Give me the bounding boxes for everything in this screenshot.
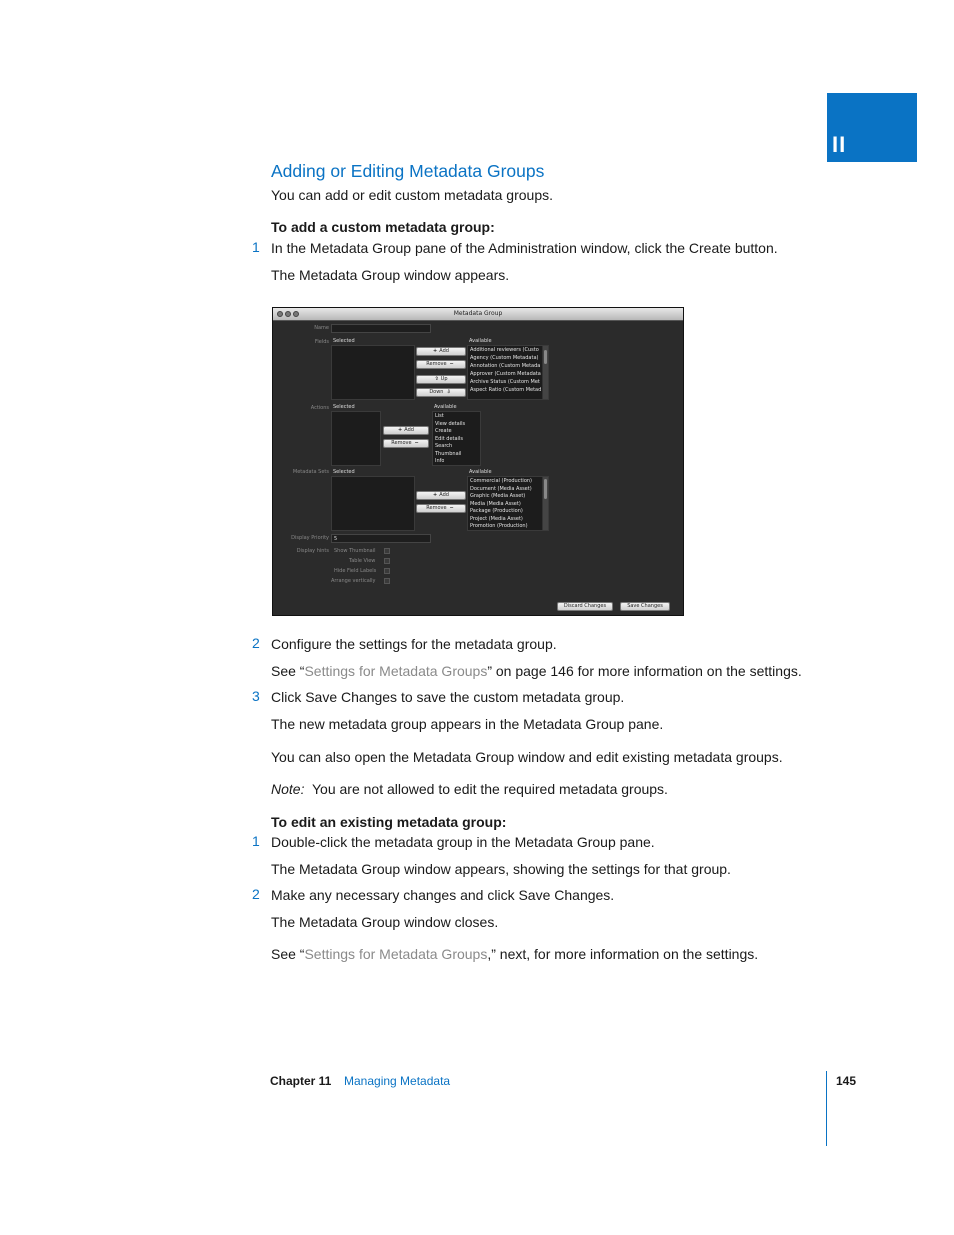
actions-add-button[interactable]: + Add <box>383 426 429 435</box>
discard-changes-button[interactable]: Discard Changes <box>557 602 613 611</box>
step-number: 2 <box>252 635 260 651</box>
add-step-2-see: See “Settings for Metadata Groups” on page 146 for more information on the settings. <box>271 663 802 679</box>
sets-remove-button[interactable]: Remove − <box>416 504 466 513</box>
list-item[interactable]: Package (Production) <box>470 508 523 514</box>
note-label: Note: <box>271 781 305 797</box>
actions-selected-list[interactable] <box>331 411 381 466</box>
sets-add-button[interactable]: + Add <box>416 491 466 500</box>
actions-available-label: Available <box>434 404 457 410</box>
list-item[interactable]: Graphic (Media Asset) <box>470 493 526 499</box>
metadata-group-window-screenshot <box>272 307 684 616</box>
edit-step-2-result: The Metadata Group window closes. <box>271 914 499 930</box>
add-step-3: Click Save Changes to save the custom metadata group. <box>271 689 625 705</box>
part-tab-label: II <box>832 132 847 157</box>
list-item[interactable]: Annotation (Custom Metada <box>470 363 541 369</box>
edit-step-1-result: The Metadata Group window appears, showing the settings for that group. <box>271 861 731 877</box>
show-thumbnail-checkbox[interactable] <box>384 548 390 554</box>
add-step-1-result: The Metadata Group window appears. <box>271 267 510 283</box>
section-heading: Adding or Editing Metadata Groups <box>271 161 545 181</box>
fields-down-button[interactable]: Down ⇩ <box>416 388 466 397</box>
part-tab <box>827 93 917 162</box>
add-step-2: Configure the settings for the metadata group. <box>271 636 557 652</box>
fields-available-label: Available <box>469 338 492 344</box>
list-item[interactable]: Project (Media Asset) <box>470 515 523 522</box>
note <box>271 780 668 798</box>
list-item[interactable]: Info <box>435 458 445 464</box>
edit-task-heading: To edit an existing metadata group: <box>271 814 507 830</box>
intro-text: You can add or edit custom metadata groups. <box>271 187 553 203</box>
fields-remove-button[interactable]: Remove − <box>416 360 466 369</box>
list-item[interactable]: Document (Media Asset) <box>470 485 532 492</box>
display-priority-input[interactable]: 5 <box>331 534 431 543</box>
fields-up-button[interactable]: ⇧ Up <box>416 375 466 384</box>
add-step-1: In the Metadata Group pane of the Administration window, click the Create button. <box>271 240 778 256</box>
display-priority-label: Display Priority <box>291 535 329 541</box>
list-item[interactable]: Create <box>435 428 452 434</box>
name-label: Name <box>314 325 329 331</box>
fields-add-button[interactable]: + Add <box>416 347 466 356</box>
step-number: 1 <box>252 239 260 255</box>
metadata-sets-label: Metadata Sets <box>292 469 329 475</box>
table-view-checkbox[interactable] <box>384 558 390 564</box>
hint-show-thumbnail-label: Show Thumbnail <box>334 548 376 554</box>
hide-field-labels-checkbox[interactable] <box>384 568 390 574</box>
note-text: You are not allowed to edit the required metadata groups. <box>312 781 668 797</box>
page-number: 145 <box>836 1074 857 1088</box>
footer-divider <box>826 1071 827 1146</box>
list-item[interactable]: Search <box>435 443 453 449</box>
step-number: 2 <box>252 886 260 902</box>
hint-table-view-label: Table View <box>349 558 376 564</box>
window-title: Metadata Group <box>453 310 503 317</box>
list-item[interactable]: Archive Status (Custom Met <box>470 379 540 385</box>
sets-selected-label: Selected <box>333 469 355 475</box>
footer-title: Managing Metadata <box>344 1074 451 1088</box>
also-text: You can also open the Metadata Group window and edit existing metadata groups. <box>271 749 783 765</box>
edit-step-1: Double-click the metadata group in the Metadata Group pane. <box>271 834 655 850</box>
settings-link[interactable]: Settings for Metadata Groups <box>304 946 488 962</box>
save-changes-button[interactable]: Save Changes <box>620 602 670 611</box>
actions-selected-label: Selected <box>333 404 355 410</box>
actions-label: Actions <box>310 405 329 411</box>
name-input[interactable] <box>331 324 431 333</box>
sets-selected-list[interactable] <box>331 476 415 531</box>
list-item[interactable]: View details <box>435 420 466 427</box>
list-item[interactable]: Approver (Custom Metadata <box>470 371 541 377</box>
window-titlebar <box>273 308 683 321</box>
fields-selected-label: Selected <box>333 338 355 344</box>
list-item[interactable]: Thumbnail <box>435 450 462 457</box>
sets-scrollbar[interactable] <box>542 477 548 530</box>
edit-step-2: Make any necessary changes and click Save Changes. <box>271 887 615 903</box>
actions-available-list[interactable] <box>432 411 481 466</box>
step-number: 3 <box>252 688 260 704</box>
list-item[interactable]: Media (Media Asset) <box>470 500 521 507</box>
arrange-vertically-checkbox[interactable] <box>384 578 390 584</box>
fields-available-list[interactable] <box>467 345 549 400</box>
list-item[interactable]: Additional reviewers (Custo <box>470 347 539 353</box>
sets-available-list[interactable] <box>467 476 549 531</box>
footer-chapter: Chapter 11 <box>270 1074 332 1088</box>
add-task-heading: To add a custom metadata group: <box>271 219 495 235</box>
hint-arrange-vertically-label: Arrange vertically <box>331 578 376 584</box>
actions-remove-button[interactable]: Remove − <box>383 439 429 448</box>
list-item[interactable]: Agency (Custom Metadata) <box>470 355 539 361</box>
list-item[interactable]: Edit details <box>435 435 463 442</box>
list-item[interactable]: List <box>435 413 444 419</box>
hint-hide-field-labels-label: Hide Field Labels <box>334 568 377 574</box>
fields-label: Fields <box>314 339 329 345</box>
step-number: 1 <box>252 833 260 849</box>
add-step-3-result: The new metadata group appears in the Metadata Group pane. <box>271 716 664 732</box>
list-item[interactable]: Promotion (Production) <box>470 523 528 529</box>
display-hints-label: Display hints <box>296 548 329 554</box>
edit-see: See “Settings for Metadata Groups,” next, for more information on the settings. <box>271 946 759 962</box>
settings-link[interactable]: Settings for Metadata Groups <box>304 663 488 679</box>
list-item[interactable]: Commercial (Production) <box>470 478 532 484</box>
fields-scrollbar[interactable] <box>542 346 548 399</box>
fields-selected-list[interactable] <box>331 345 415 400</box>
sets-available-label: Available <box>469 469 492 475</box>
list-item[interactable]: Aspect Ratio (Custom Metad <box>470 387 542 393</box>
